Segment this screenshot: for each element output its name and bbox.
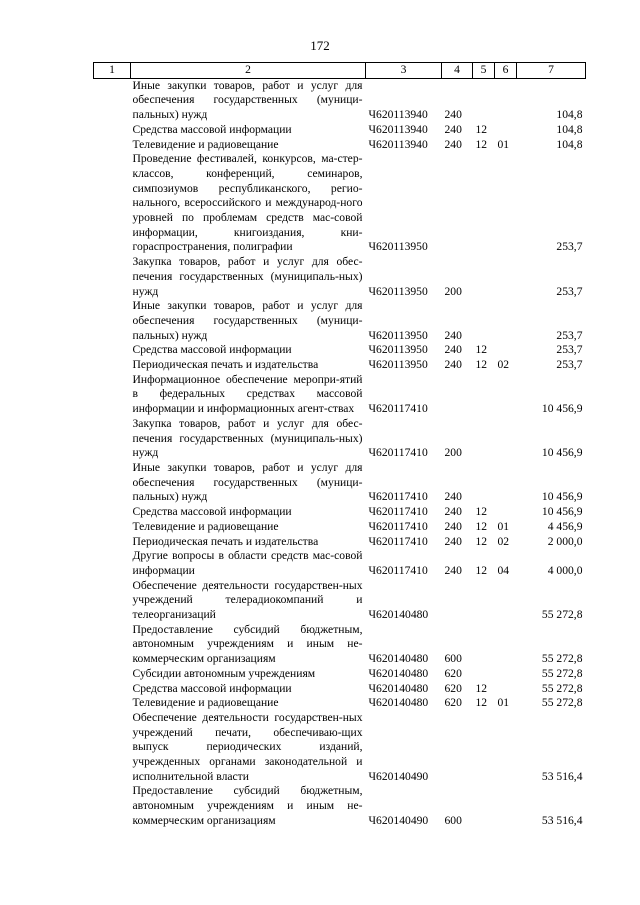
cell-num — [94, 152, 131, 255]
cell-vr: 240 — [444, 534, 462, 548]
cell-rz: 12 — [475, 122, 488, 136]
table-row — [94, 711, 586, 785]
cell-num — [94, 505, 131, 520]
table-body — [94, 78, 586, 828]
cell-name: Телевидение и радиовещание — [132, 137, 279, 151]
cell-rz: 12 — [475, 681, 488, 695]
cell-pr — [495, 373, 517, 417]
cell-num — [94, 417, 131, 461]
cell-vr: 240 — [444, 358, 462, 372]
cell-rz: 12 — [475, 534, 488, 548]
cell-pr — [495, 417, 517, 461]
cell-amount: 253,7 — [556, 358, 583, 372]
cell-amount: 104,8 — [556, 137, 583, 151]
table-row — [94, 623, 586, 667]
page-number: 172 — [310, 38, 330, 53]
table-row — [94, 579, 586, 623]
cell-code: Ч620140490 — [368, 769, 429, 783]
cell-vr: 600 — [444, 652, 462, 666]
table-row — [94, 461, 586, 505]
cell-amount: 104,8 — [556, 122, 583, 136]
table-row — [94, 520, 586, 535]
cell-amount: 4 456,9 — [547, 519, 583, 533]
cell-pr: 04 — [497, 563, 510, 577]
cell-pr: 02 — [497, 534, 510, 548]
table-row — [94, 78, 586, 123]
header-col-6: 6 — [495, 63, 517, 79]
cell-num — [94, 255, 131, 299]
cell-rz — [473, 299, 495, 343]
cell-amount: 55 272,8 — [541, 608, 583, 622]
cell-vr: 240 — [444, 137, 462, 151]
cell-code: Ч620117410 — [368, 563, 428, 577]
cell-pr: 02 — [497, 358, 510, 372]
cell-pr — [495, 255, 517, 299]
cell-name: Средства массовой информации — [132, 343, 292, 357]
cell-rz — [473, 461, 495, 505]
cell-amount: 253,7 — [556, 343, 583, 357]
cell-pr — [495, 682, 517, 697]
cell-code: Ч620140480 — [368, 666, 429, 680]
cell-name: Периодическая печать и издательства — [132, 358, 319, 372]
cell-num — [94, 535, 131, 550]
table-row — [94, 505, 586, 520]
cell-vr: 240 — [444, 563, 462, 577]
cell-vr: 620 — [444, 696, 462, 710]
table-row — [94, 535, 586, 550]
cell-name: Закупка товаров, работ и услуг для обес-печения государственных (муниципаль-ных) нужд — [132, 416, 363, 460]
cell-amount: 10 456,9 — [541, 446, 583, 460]
header-col-7: 7 — [517, 63, 586, 79]
cell-code: Ч620117410 — [368, 446, 428, 460]
cell-pr — [495, 461, 517, 505]
table-row — [94, 784, 586, 828]
cell-name: Другие вопросы в области средств мас-совой информации — [132, 549, 363, 577]
cell-vr — [442, 711, 473, 785]
cell-code: Ч620117410 — [368, 490, 428, 504]
cell-name: Информационное обеспечение меропри-ятий в федеральных средствах массовой информации и информационных агент-ствах — [132, 372, 363, 416]
cell-num — [94, 520, 131, 535]
header-col-5: 5 — [473, 63, 495, 79]
cell-name: Обеспечение деятельности государствен-ных учреждений печати, обеспечиваю-щих выпуск периодических изданий, учрежденных органами законодательной и исполнительной власти — [132, 710, 363, 783]
cell-name: Иные закупки товаров, работ и услуг для обеспечения государственных (муници-пальных) нужд — [132, 299, 363, 342]
cell-name: Предоставление субсидий бюджетным, автономным учреждениям и иным не-коммерческим организациям — [132, 784, 363, 827]
cell-rz: 12 — [475, 696, 488, 710]
cell-pr — [495, 152, 517, 255]
cell-code: Ч620140480 — [368, 681, 429, 695]
cell-num — [94, 682, 131, 697]
cell-rz — [473, 667, 495, 682]
cell-rz — [473, 711, 495, 785]
cell-rz — [473, 623, 495, 667]
cell-num — [94, 579, 131, 623]
cell-code: Ч620117410 — [368, 505, 428, 519]
table-row — [94, 138, 586, 153]
cell-name: Телевидение и радиовещание — [132, 519, 279, 533]
cell-vr: 200 — [444, 446, 462, 460]
cell-pr — [495, 123, 517, 138]
cell-pr — [495, 579, 517, 623]
cell-code: Ч620113940 — [368, 137, 428, 151]
cell-rz: 12 — [475, 137, 488, 151]
cell-code: Ч620113940 — [368, 122, 428, 136]
table-row — [94, 358, 586, 373]
cell-amount: 55 272,8 — [541, 681, 583, 695]
cell-name: Обеспечение деятельности государствен-ных учреждений телерадиокомпаний и телеорганизаций — [132, 578, 363, 622]
cell-amount: 253,7 — [556, 284, 583, 298]
cell-code: Ч620117410 — [368, 402, 428, 416]
cell-num — [94, 123, 131, 138]
table-header — [94, 63, 586, 79]
cell-pr — [495, 711, 517, 785]
cell-pr: 01 — [497, 519, 510, 533]
cell-rz: 12 — [475, 343, 488, 357]
cell-amount: 55 272,8 — [541, 666, 583, 680]
cell-num — [94, 549, 131, 578]
cell-amount: 55 272,8 — [541, 696, 583, 710]
header-col-2: 2 — [131, 63, 366, 79]
budget-table — [93, 62, 586, 829]
cell-code: Ч620113950 — [368, 358, 428, 372]
cell-amount: 253,7 — [556, 328, 583, 342]
table-row — [94, 255, 586, 299]
cell-rz — [473, 78, 495, 123]
cell-rz — [473, 417, 495, 461]
table-row — [94, 123, 586, 138]
cell-amount: 53 516,4 — [541, 769, 583, 783]
cell-rz: 12 — [475, 519, 488, 533]
table-row — [94, 343, 586, 358]
cell-name: Иные закупки товаров, работ и услуг для обеспечения государственных (муници-пальных) нужд — [132, 460, 363, 504]
cell-vr: 240 — [444, 490, 462, 504]
cell-rz: 12 — [475, 505, 488, 519]
cell-vr: 240 — [444, 108, 462, 122]
cell-code: Ч620140480 — [368, 652, 429, 666]
cell-num — [94, 358, 131, 373]
cell-vr: 240 — [444, 343, 462, 357]
table-row — [94, 299, 586, 343]
header-col-4: 4 — [442, 63, 473, 79]
cell-code: Ч620117410 — [368, 534, 428, 548]
cell-amount: 55 272,8 — [541, 652, 583, 666]
cell-pr — [495, 78, 517, 123]
cell-name: Средства массовой информации — [132, 122, 292, 136]
cell-amount: 4 000,0 — [547, 563, 583, 577]
cell-amount: 2 000,0 — [547, 534, 583, 548]
cell-num — [94, 784, 131, 828]
cell-amount: 10 456,9 — [541, 402, 583, 416]
cell-num — [94, 696, 131, 711]
cell-name: Периодическая печать и издательства — [132, 534, 319, 548]
cell-code: Ч620117410 — [368, 519, 428, 533]
cell-num — [94, 78, 131, 123]
cell-code: Ч620113950 — [368, 284, 428, 298]
cell-rz — [473, 579, 495, 623]
cell-vr: 240 — [444, 505, 462, 519]
cell-pr — [495, 505, 517, 520]
cell-vr: 240 — [444, 122, 462, 136]
cell-amount: 10 456,9 — [541, 490, 583, 504]
cell-name: Проведение фестивалей, конкурсов, ма-стер-классов, конференций, семинаров, симпозиумов республиканского, регио-нального, всероссийского и международ-ного уровней по проблемам средств мас-совой информации, книгоиздания, кни-гораспространения, полиграфии — [132, 152, 363, 254]
cell-rz — [473, 784, 495, 828]
cell-code: Ч620113940 — [368, 108, 428, 122]
table-row — [94, 152, 586, 255]
cell-vr — [442, 373, 473, 417]
cell-code: Ч620140480 — [368, 608, 429, 622]
cell-rz: 12 — [475, 358, 488, 372]
cell-num — [94, 461, 131, 505]
cell-vr: 240 — [444, 328, 462, 342]
cell-vr: 600 — [444, 813, 462, 827]
cell-code: Ч620113950 — [368, 240, 428, 254]
cell-pr — [495, 667, 517, 682]
cell-pr — [495, 623, 517, 667]
cell-code: Ч620140490 — [368, 813, 429, 827]
cell-amount: 253,7 — [556, 240, 583, 254]
cell-num — [94, 623, 131, 667]
table-row — [94, 682, 586, 697]
cell-vr: 240 — [444, 519, 462, 533]
cell-num — [94, 373, 131, 417]
cell-vr: 620 — [444, 666, 462, 680]
table-row — [94, 373, 586, 417]
cell-vr — [442, 152, 473, 255]
cell-name: Телевидение и радиовещание — [132, 696, 279, 710]
cell-vr — [442, 579, 473, 623]
table-row — [94, 549, 586, 578]
cell-pr — [495, 784, 517, 828]
cell-num — [94, 667, 131, 682]
cell-rz — [473, 152, 495, 255]
cell-amount: 104,8 — [556, 108, 583, 122]
cell-name: Средства массовой информации — [132, 505, 292, 519]
cell-rz: 12 — [475, 563, 488, 577]
cell-pr: 01 — [497, 696, 510, 710]
cell-name: Предоставление субсидий бюджетным, автономным учреждениям и иным не-коммерческим организациям — [132, 622, 363, 666]
cell-pr — [495, 299, 517, 343]
table-row — [94, 667, 586, 682]
cell-name: Иные закупки товаров, работ и услуг для обеспечения государственных (муници-пальных) нужд — [132, 78, 363, 122]
cell-code: Ч620140480 — [368, 696, 429, 710]
table-row — [94, 417, 586, 461]
cell-pr: 01 — [497, 137, 510, 151]
table-row — [94, 696, 586, 711]
header-row — [94, 63, 586, 79]
cell-vr: 620 — [444, 681, 462, 695]
cell-code: Ч620113950 — [368, 343, 428, 357]
cell-amount: 10 456,9 — [541, 505, 583, 519]
header-col-1: 1 — [94, 63, 131, 79]
cell-rz — [473, 255, 495, 299]
cell-num — [94, 299, 131, 343]
cell-num — [94, 343, 131, 358]
cell-amount: 53 516,4 — [541, 813, 583, 827]
cell-num — [94, 711, 131, 785]
cell-num — [94, 138, 131, 153]
cell-name: Субсидии автономным учреждениям — [132, 666, 316, 680]
cell-pr — [495, 343, 517, 358]
cell-name: Средства массовой информации — [132, 681, 292, 695]
cell-rz — [473, 373, 495, 417]
cell-name: Закупка товаров, работ и услуг для обес-печения государственных (муниципаль-ных) нужд — [132, 255, 363, 298]
header-col-3: 3 — [366, 63, 442, 79]
cell-code: Ч620113950 — [368, 328, 428, 342]
cell-vr: 200 — [444, 284, 462, 298]
